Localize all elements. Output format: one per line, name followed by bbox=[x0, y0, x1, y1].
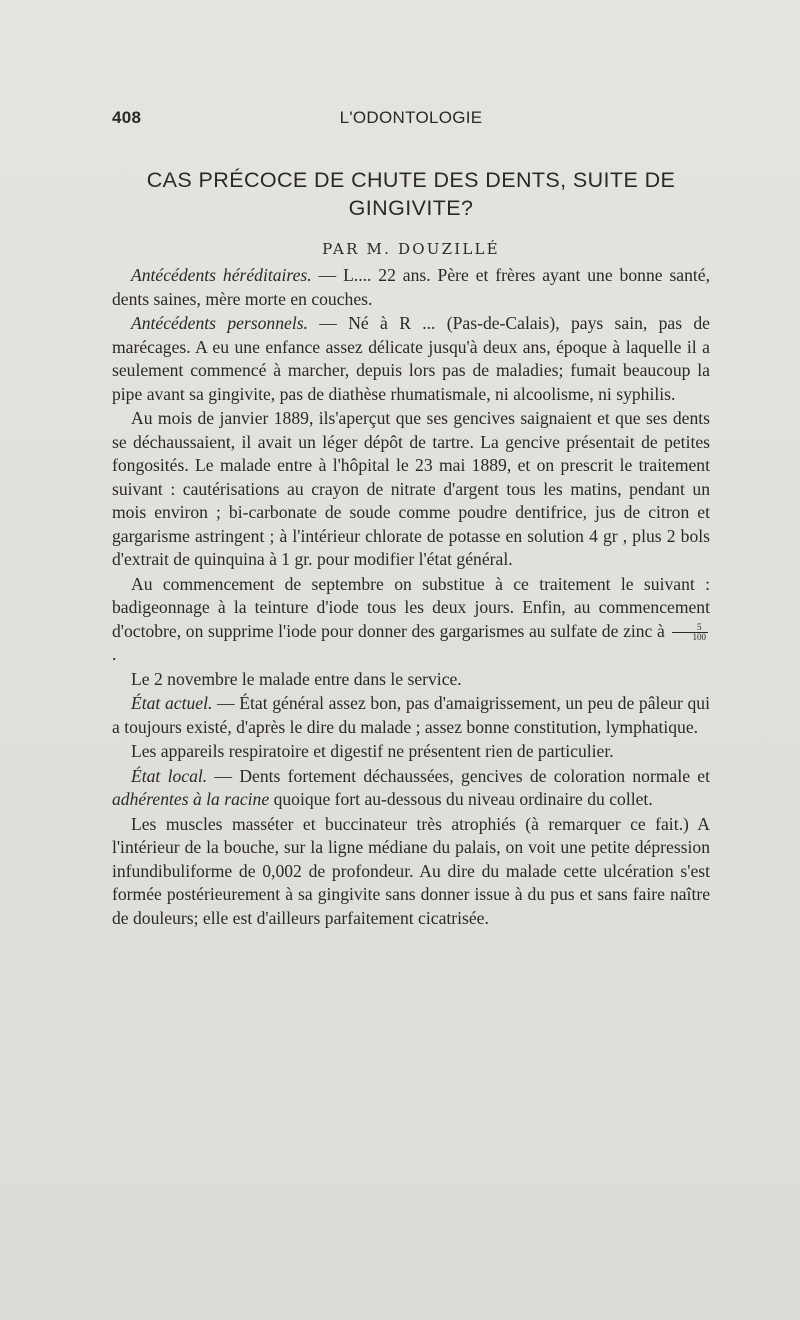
article-body bbox=[112, 264, 710, 931]
paragraph-muscles bbox=[112, 813, 710, 931]
paragraph-text: Au mois de janvier 1889, ils'aperçut que ses gencives saignaient et que ses dents se déchaussaient, il avait un léger dépôt de tartre. La gencive présentait de petites fongosités. Le malade entre à l'hôpital le 23 mai 1889, et on prescrit le traitement suivant : cautérisations au crayon de nitrate d'argent tous les matins, pendant un mois environ ; bi-carbonate de soude comme poudre dentifrice, jus de citron et gargarisme astringent ; à l'intérieur chlorate de potasse en solution 4 gr , plus 2 bols d'extrait de quinquina à 1 gr. pour modifier l'état général. bbox=[112, 408, 710, 569]
section-lead: État local. bbox=[131, 765, 208, 786]
fraction-denominator: 100 bbox=[692, 631, 706, 642]
paragraph-history bbox=[112, 407, 710, 572]
running-head bbox=[112, 108, 710, 134]
paragraph-admission bbox=[112, 668, 710, 692]
section-lead: Antécédents héréditaires. bbox=[131, 265, 312, 285]
paragraph-text: Les muscles masséter et buccinateur très atrophiés (à remarquer ce fait.) A l'intérieur de la bouche, sur la ligne médiane du palais, on voit une petite dépression infundibuliforme de 0,002 de profondeur. Au dire du malade cette ulcération s'est formée postérieurement à sa gingivite sans donner issue à du pus et sans faire naître de douleurs; elle est d'ailleurs parfaitement cicatrisée. bbox=[112, 813, 710, 928]
fraction bbox=[672, 623, 709, 642]
article-title: CAS PRÉCOCE DE CHUTE DES DENTS, SUITE DE GINGIVITE? bbox=[146, 168, 676, 220]
paragraph-text-end: quoique fort au-dessous du niveau ordinaire du collet. bbox=[269, 789, 653, 809]
journal-title: L'ODONTOLOGIE bbox=[339, 108, 483, 127]
emphasis-text: adhérentes à la racine bbox=[112, 789, 270, 809]
paragraph-text: Le 2 novembre le malade entre dans le service. bbox=[131, 668, 462, 689]
article-byline: PAR M. DOUZILLÉ bbox=[322, 240, 500, 258]
paragraph-systems bbox=[112, 740, 710, 764]
paragraph-hereditary bbox=[112, 264, 710, 311]
paragraph-local-state bbox=[112, 765, 710, 812]
paragraph-text: — État général assez bon, pas d'amaigrissement, un peu de pâleur qui a toujours existé, d'après le dire du malade ; assez bonne constitution, lymphatique. bbox=[112, 693, 710, 737]
page-number: 408 bbox=[112, 108, 142, 127]
paragraph-text: Au commencement de septembre on substitue à ce traitement le suivant : badigeonnage à la teinture d'iode tous les deux jours. Enfin, au commencement d'octobre, on supprime l'iode pour donner des gargarismes au sulfate de zinc à bbox=[112, 573, 710, 641]
section-lead: Antécédents personnels. bbox=[131, 313, 308, 333]
paragraph-personal bbox=[112, 312, 710, 406]
paragraph-text: — L.... 22 ans. Père et frères ayant une bonne santé, dents saines, mère morte en couches. bbox=[112, 265, 710, 309]
paragraph-treatment bbox=[112, 573, 710, 667]
paragraph-current-state bbox=[112, 692, 710, 739]
fraction-numerator: 5 bbox=[672, 623, 709, 633]
section-lead: État actuel. bbox=[131, 693, 213, 713]
paragraph-text: Les appareils respiratoire et digestif ne présentent rien de particulier. bbox=[131, 741, 614, 761]
paragraph-text: — Dents fortement déchaussées, gencives de coloration normale et bbox=[207, 765, 710, 786]
paragraph-text-end: . bbox=[112, 644, 117, 664]
paragraph-text: — Né à R ... (Pas-de-Calais), pays sain, pas de marécages. A eu une enfance assez délicate jusqu'à deux ans, époque à laquelle il a seulement commencé à marcher, depuis lors pas de maladies; fumait beaucoup la pipe avant sa gingivite, pas de diathèse rhumatismale, ni alcoolisme, ni syphilis. bbox=[112, 313, 710, 404]
